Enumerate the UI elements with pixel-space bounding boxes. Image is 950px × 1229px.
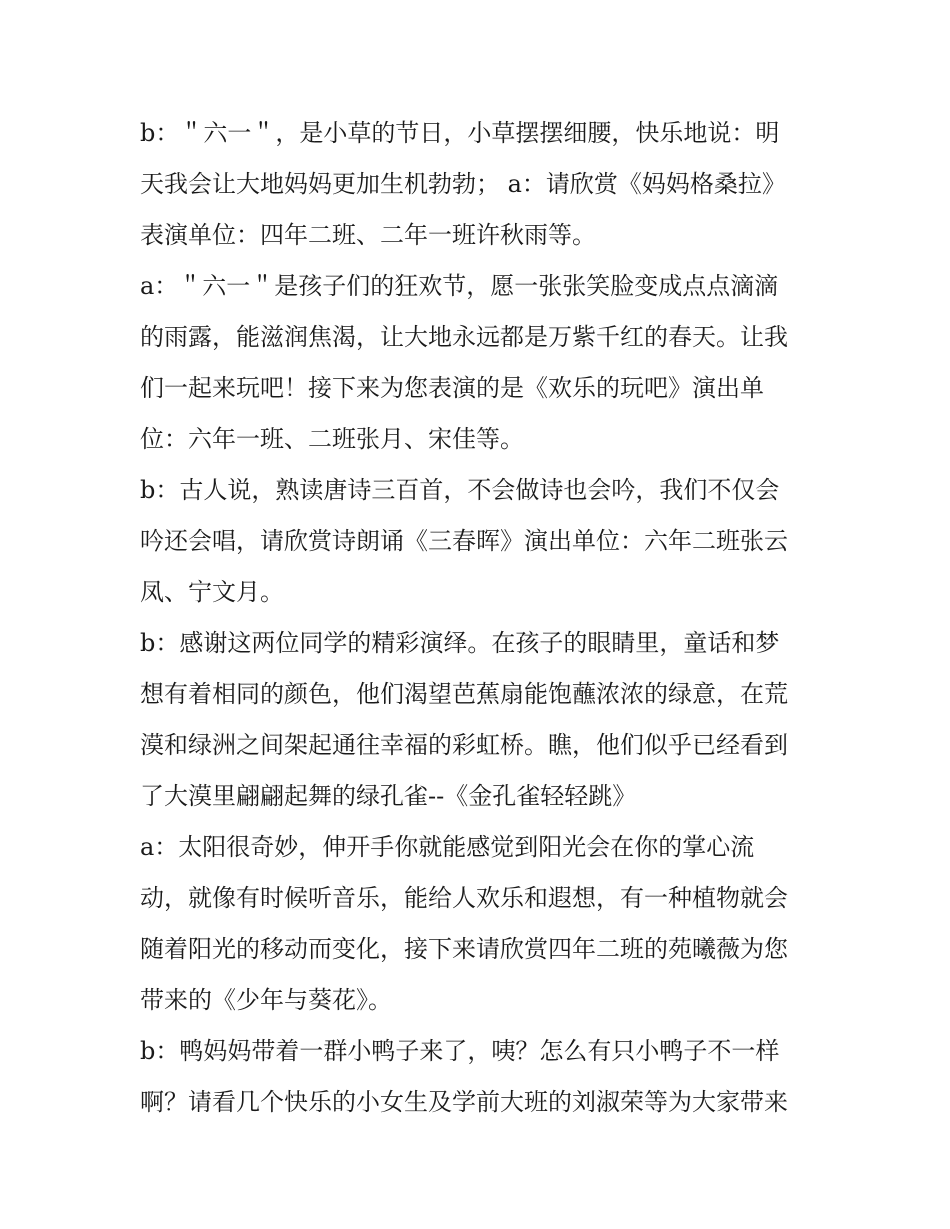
paragraph-2 [140,261,820,465]
text-line: 表演单位：四年二班、二年一班许秋雨等。 [140,221,596,249]
text-line: b：鸭妈妈带着一群小鸭子来了，咦？怎么有只小鸭子不一样 [140,1037,780,1065]
text-line: b：＂六一＂，是小草的节日，小草摆摆细腰，快乐地说：明 [140,119,780,147]
paragraph-5 [140,822,820,1026]
text-line: 天我会让大地妈妈更加生机勃勃； a：请欣赏《妈妈格桑拉》 [140,170,786,198]
paragraph-6 [140,1026,820,1128]
text-line: 吟还会唱，请欣赏诗朗诵《三春晖》演出单位：六年二班张云 [140,527,788,555]
text-line: 的雨露，能滋润焦渴，让大地永远都是万紫千红的春天。让我 [140,323,788,351]
paragraph-3 [140,465,820,618]
text-line: 想有着相同的颜色，他们渴望芭蕉扇能饱蘸浓浓的绿意，在荒 [140,680,788,708]
text-line: 凤、宁文月。 [140,578,284,606]
text-line: 啊？请看几个快乐的小女生及学前大班的刘淑荣等为大家带来 [140,1088,788,1116]
text-line: b：古人说，熟读唐诗三百首，不会做诗也会吟，我们不仅会 [140,476,780,504]
paragraph-1 [140,108,820,261]
text-line: 随着阳光的移动而变化，接下来请欣赏四年二班的苑曦薇为您 [140,935,788,963]
text-line: 了大漠里翩翩起舞的绿孔雀--《金孔雀轻轻跳》 [140,782,637,810]
text-line: a：＂六一＂是孩子们的狂欢节，愿一张张笑脸变成点点滴滴 [140,272,779,300]
text-line: 位：六年一班、二班张月、宋佳等。 [140,425,524,453]
text-line: 带来的《少年与葵花》。 [140,986,392,1014]
document-body [140,108,820,1128]
text-line: b：感谢这两位同学的精彩演绎。在孩子的眼睛里，童话和梦 [140,629,780,657]
text-line: 漠和绿洲之间架起通往幸福的彩虹桥。瞧，他们似乎已经看到 [140,731,788,759]
text-line: 们一起来玩吧！接下来为您表演的是《欢乐的玩吧》演出单 [140,374,764,402]
paragraph-4 [140,618,820,822]
text-line: a：太阳很奇妙，伸开手你就能感觉到阳光会在你的掌心流 [140,833,755,861]
text-line: 动，就像有时候听音乐，能给人欢乐和遐想，有一种植物就会 [140,884,788,912]
